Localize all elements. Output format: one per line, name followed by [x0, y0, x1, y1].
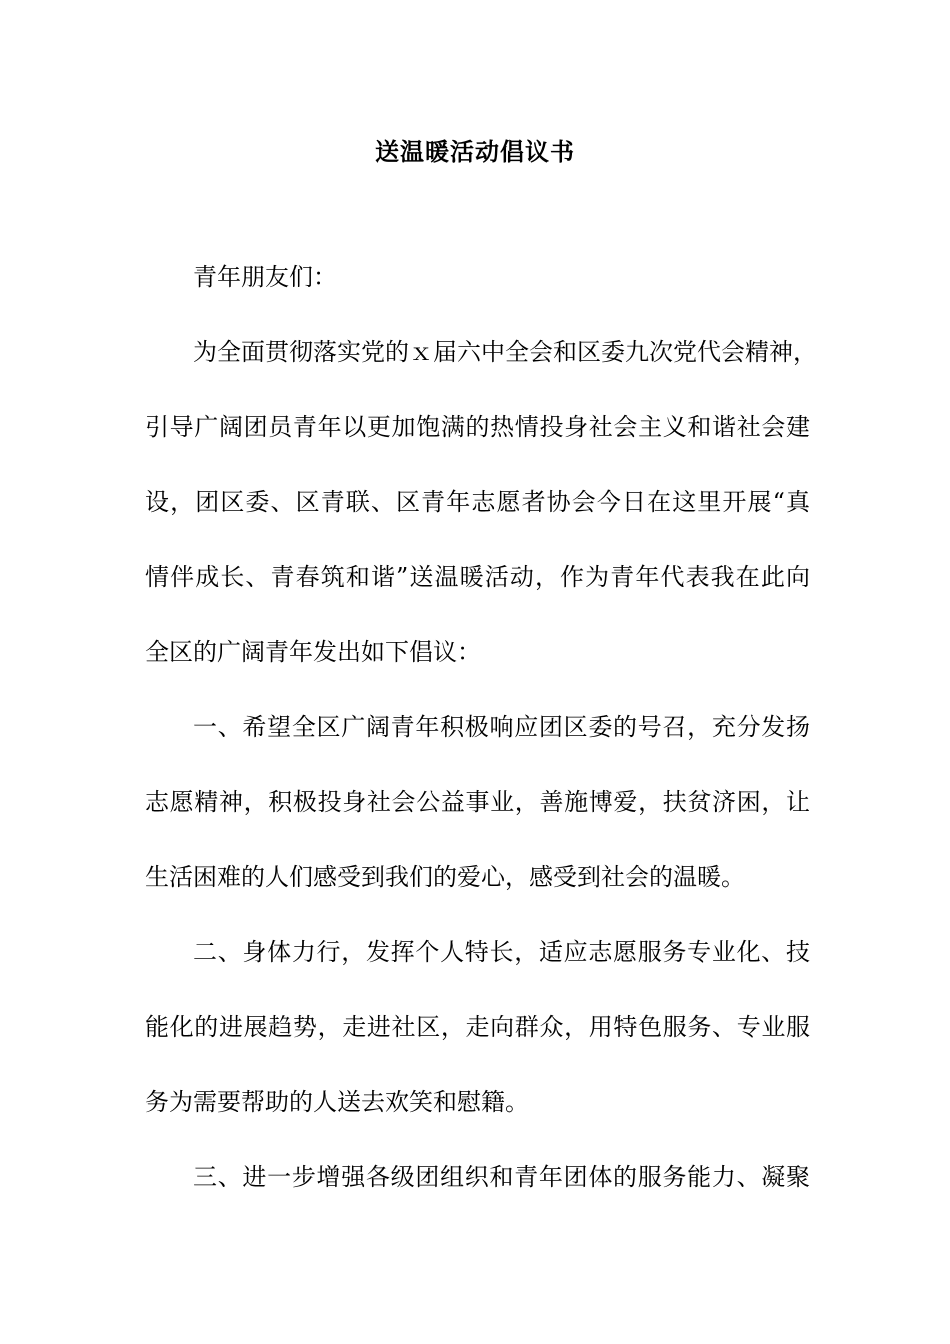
paragraph-line: 为全面贯彻落实党的ｘ届六中全会和区委九次党代会精神，: [193, 338, 817, 366]
paragraph-line: 一、希望全区广阔青年积极响应团区委的号召，充分发扬: [193, 713, 810, 741]
salutation: 青年朋友们：: [193, 263, 337, 291]
paragraph-line: 务为需要帮助的人送去欢笑和慰籍。: [145, 1088, 529, 1116]
paragraph-line: 二、身体力行，发挥个人特长，适应志愿服务专业化、技: [193, 938, 810, 966]
paragraph-line: 志愿精神，积极投身社会公益事业，善施博爱，扶贫济困，让: [145, 788, 810, 816]
paragraph-line: 情伴成长、青春筑和谐”送温暖活动，作为青年代表我在此向: [145, 563, 810, 591]
paragraph-line: 三、进一步增强各级团组织和青年团体的服务能力、凝聚: [193, 1163, 810, 1191]
page-title: 送温暖活动倡议书: [375, 137, 575, 166]
paragraph-line: 生活困难的人们感受到我们的爱心，感受到社会的温暖。: [145, 863, 745, 891]
paragraph-line: 引导广阔团员青年以更加饱满的热情投身社会主义和谐社会建: [145, 413, 810, 441]
paragraph-line: 能化的进展趋势，走进社区，走向群众，用特色服务、专业服: [145, 1013, 810, 1041]
paragraph-line: 设，团区委、区青联、区青年志愿者协会今日在这里开展“真: [145, 488, 810, 516]
paragraph-line: 全区的广阔青年发出如下倡议：: [145, 638, 481, 666]
